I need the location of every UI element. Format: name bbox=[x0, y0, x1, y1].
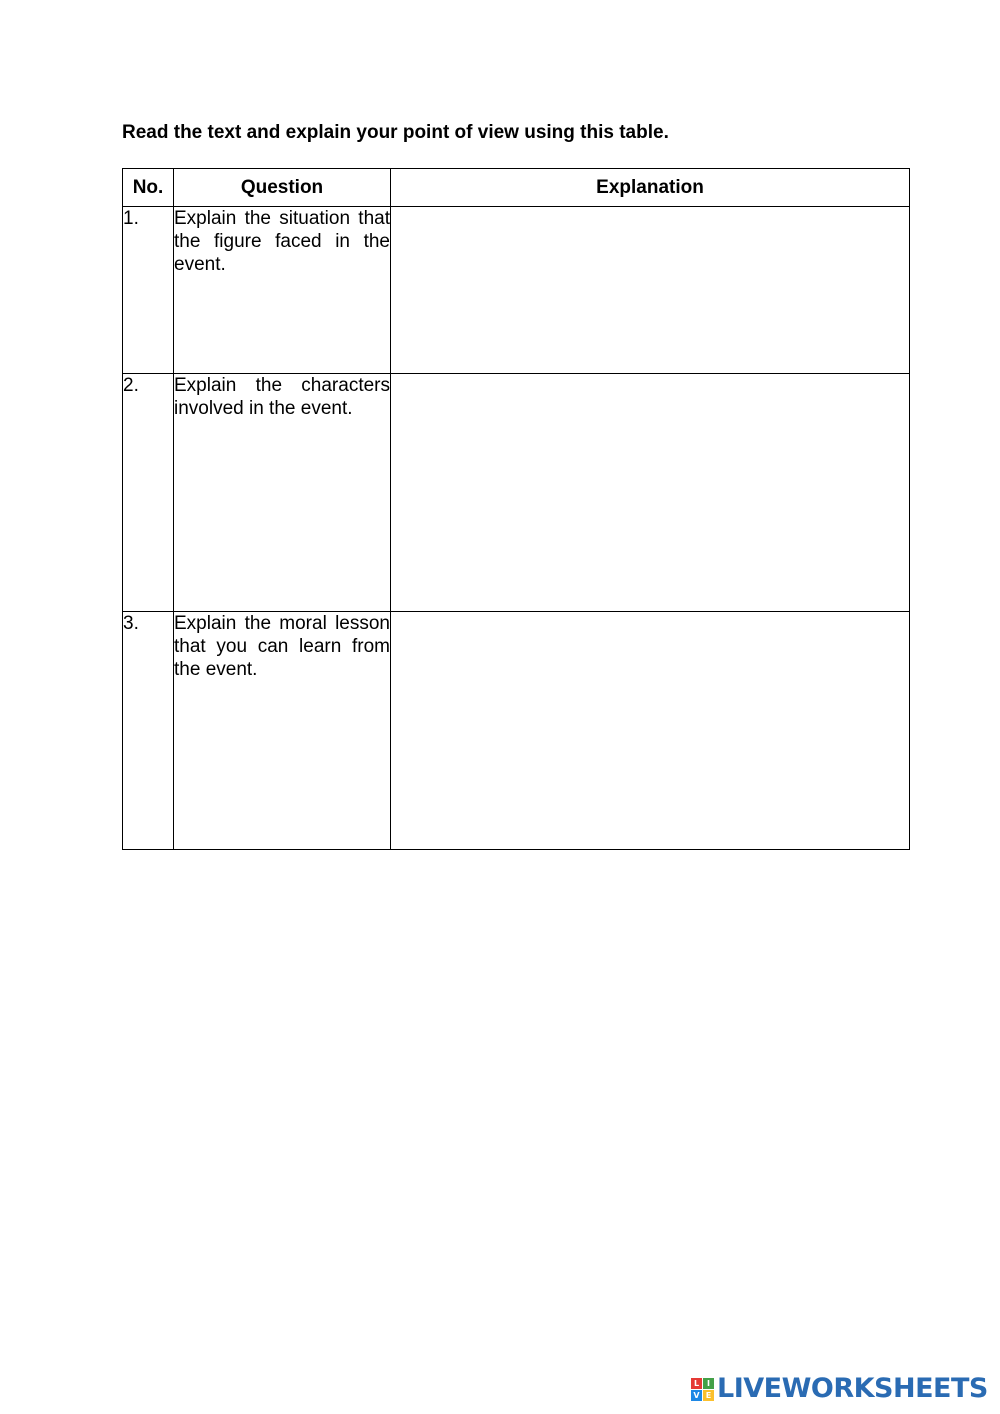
question-text: Explain the moral lesson that you can learn from the event. bbox=[174, 612, 391, 850]
row-number: 2. bbox=[123, 374, 174, 612]
row-number: 1. bbox=[123, 207, 174, 374]
logo-letter-v: V bbox=[691, 1390, 702, 1401]
explanation-answer-field[interactable] bbox=[391, 207, 909, 373]
logo-letter-i: I bbox=[703, 1378, 714, 1389]
logo-icon bbox=[691, 1378, 714, 1401]
explanation-answer-field[interactable] bbox=[391, 612, 909, 849]
worksheet-table bbox=[122, 168, 910, 850]
explanation-cell[interactable] bbox=[391, 374, 910, 612]
header-no: No. bbox=[123, 169, 174, 207]
instruction-text: Read the text and explain your point of view using this table. bbox=[122, 122, 669, 143]
table-row bbox=[123, 207, 910, 374]
row-number: 3. bbox=[123, 612, 174, 850]
table-row bbox=[123, 374, 910, 612]
table-row bbox=[123, 612, 910, 850]
explanation-cell[interactable] bbox=[391, 612, 910, 850]
question-text: Explain the characters involved in the event. bbox=[174, 374, 391, 612]
question-text: Explain the situation that the figure faced in the event. bbox=[174, 207, 391, 374]
table-header-row bbox=[123, 169, 910, 207]
liveworksheets-logo bbox=[691, 1374, 988, 1404]
explanation-answer-field[interactable] bbox=[391, 374, 909, 611]
logo-letter-l: L bbox=[691, 1378, 702, 1389]
explanation-cell[interactable] bbox=[391, 207, 910, 374]
header-question: Question bbox=[174, 169, 391, 207]
logo-letter-e: E bbox=[703, 1390, 714, 1401]
brand-name: LIVEWORKSHEETS bbox=[717, 1373, 988, 1404]
header-explanation: Explanation bbox=[391, 169, 910, 207]
